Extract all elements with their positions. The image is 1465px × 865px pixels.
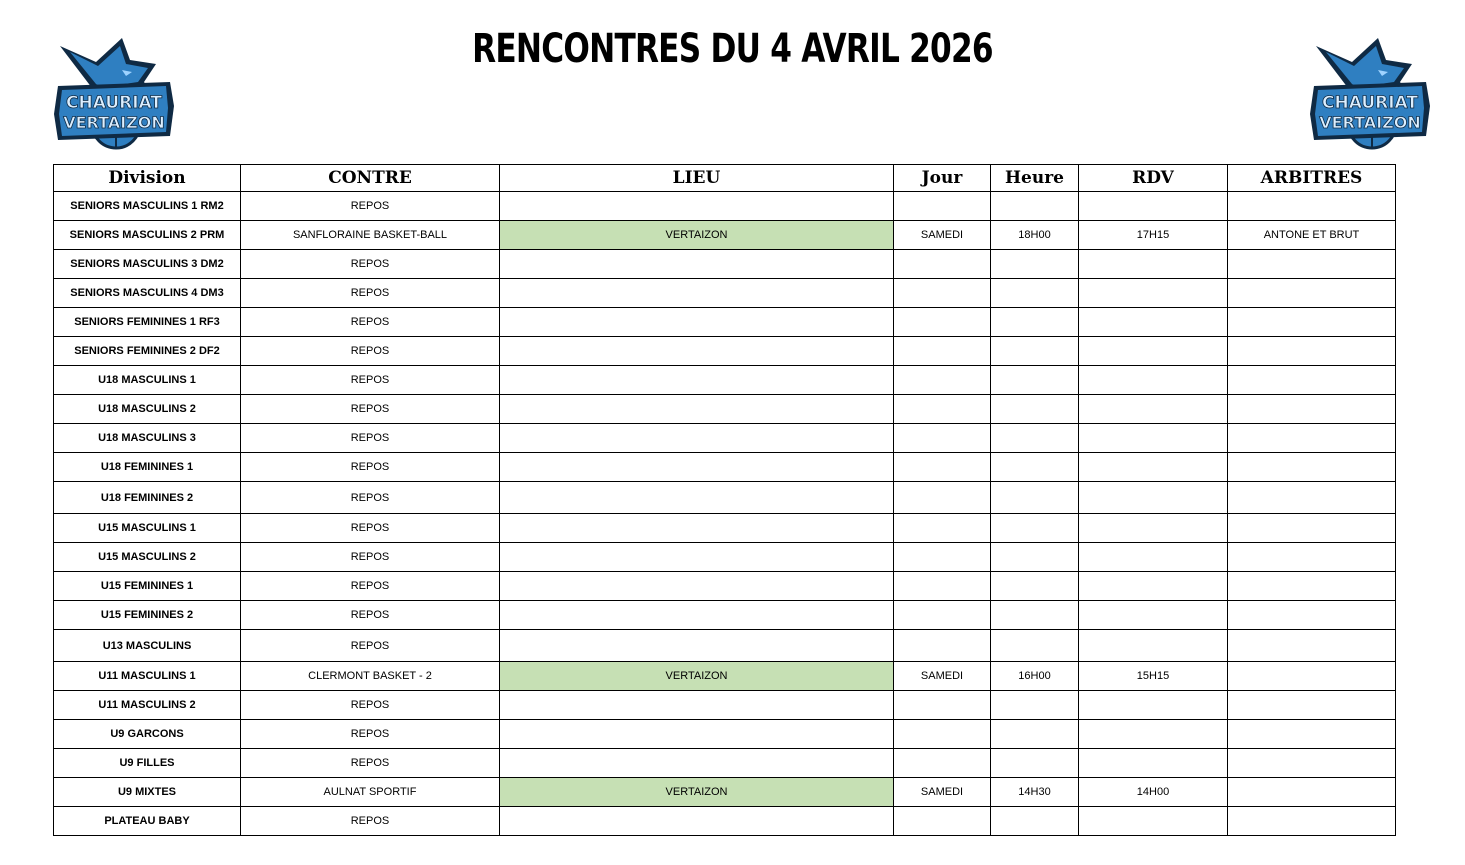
cell-jour <box>894 279 991 308</box>
cell-rdv <box>1079 749 1228 778</box>
table-row <box>54 601 1396 630</box>
cell-heure <box>991 250 1079 279</box>
cell-heure <box>991 279 1079 308</box>
cell-heure <box>991 572 1079 601</box>
cell-arbitres <box>1228 543 1396 572</box>
cell-contre: REPOS <box>241 601 500 630</box>
page-title: RENCONTRES DU 4 AVRIL 2026 <box>472 26 993 72</box>
table-row <box>54 279 1396 308</box>
cell-lieu <box>500 337 894 366</box>
cell-arbitres <box>1228 601 1396 630</box>
cell-jour <box>894 630 991 662</box>
cell-division: U9 MIXTES <box>54 778 241 807</box>
cell-arbitres <box>1228 572 1396 601</box>
cell-lieu <box>500 279 894 308</box>
cell-arbitres <box>1228 395 1396 424</box>
cell-arbitres: ANTONE ET BRUT <box>1228 221 1396 250</box>
cell-arbitres <box>1228 630 1396 662</box>
cell-division: SENIORS MASCULINS 3 DM2 <box>54 250 241 279</box>
table-row <box>54 424 1396 453</box>
cell-jour <box>894 691 991 720</box>
cell-division: U18 MASCULINS 3 <box>54 424 241 453</box>
cell-jour <box>894 807 991 836</box>
cell-arbitres <box>1228 308 1396 337</box>
cell-contre: REPOS <box>241 337 500 366</box>
cell-contre: REPOS <box>241 720 500 749</box>
cell-rdv <box>1079 630 1228 662</box>
svg-text:CHAURIAT: CHAURIAT <box>66 93 162 113</box>
cell-arbitres <box>1228 366 1396 395</box>
cell-lieu <box>500 601 894 630</box>
header-heure: Heure <box>991 165 1079 192</box>
cell-heure <box>991 749 1079 778</box>
cell-heure <box>991 308 1079 337</box>
cell-lieu: VERTAIZON <box>500 221 894 250</box>
cell-division: U18 MASCULINS 1 <box>54 366 241 395</box>
cell-division: U15 MASCULINS 1 <box>54 514 241 543</box>
cell-jour <box>894 308 991 337</box>
cell-lieu <box>500 807 894 836</box>
cell-jour: SAMEDI <box>894 662 991 691</box>
cell-rdv <box>1079 308 1228 337</box>
cell-lieu <box>500 514 894 543</box>
cell-rdv <box>1079 395 1228 424</box>
cell-arbitres <box>1228 778 1396 807</box>
cell-lieu: VERTAIZON <box>500 778 894 807</box>
cell-lieu <box>500 720 894 749</box>
cell-heure <box>991 601 1079 630</box>
cell-heure <box>991 482 1079 514</box>
cell-contre: REPOS <box>241 424 500 453</box>
cell-contre: REPOS <box>241 630 500 662</box>
cell-division: U11 MASCULINS 2 <box>54 691 241 720</box>
cell-contre: REPOS <box>241 572 500 601</box>
table-row <box>54 453 1396 482</box>
cell-rdv <box>1079 337 1228 366</box>
club-logo-right <box>1308 24 1432 150</box>
cell-lieu <box>500 395 894 424</box>
table-row <box>54 308 1396 337</box>
cell-division: U13 MASCULINS <box>54 630 241 662</box>
cell-rdv <box>1079 691 1228 720</box>
cell-jour: SAMEDI <box>894 221 991 250</box>
cell-division: U18 FEMININES 2 <box>54 482 241 514</box>
cell-rdv: 15H15 <box>1079 662 1228 691</box>
wolf-logo-icon <box>52 24 176 150</box>
cell-rdv <box>1079 572 1228 601</box>
matches-table <box>53 164 1396 836</box>
cell-contre: REPOS <box>241 514 500 543</box>
cell-lieu <box>500 749 894 778</box>
header-division: Division <box>54 165 241 192</box>
cell-heure <box>991 453 1079 482</box>
cell-contre: REPOS <box>241 250 500 279</box>
cell-jour <box>894 337 991 366</box>
cell-rdv: 14H00 <box>1079 778 1228 807</box>
table-row <box>54 720 1396 749</box>
cell-lieu <box>500 366 894 395</box>
table-row <box>54 630 1396 662</box>
cell-heure <box>991 192 1079 221</box>
cell-jour <box>894 424 991 453</box>
cell-arbitres <box>1228 720 1396 749</box>
cell-lieu <box>500 543 894 572</box>
cell-contre: REPOS <box>241 749 500 778</box>
cell-division: U18 FEMININES 1 <box>54 453 241 482</box>
club-logo-left <box>52 24 176 150</box>
table-row <box>54 572 1396 601</box>
wolf-logo-icon <box>1308 24 1432 150</box>
cell-division: U18 MASCULINS 2 <box>54 395 241 424</box>
cell-division: U9 FILLES <box>54 749 241 778</box>
cell-jour <box>894 572 991 601</box>
cell-contre: REPOS <box>241 192 500 221</box>
cell-rdv <box>1079 424 1228 453</box>
table-row <box>54 192 1396 221</box>
cell-jour: SAMEDI <box>894 778 991 807</box>
cell-lieu <box>500 630 894 662</box>
cell-heure <box>991 720 1079 749</box>
cell-heure <box>991 514 1079 543</box>
header-arbitres: ARBITRES <box>1228 165 1396 192</box>
cell-jour <box>894 453 991 482</box>
cell-rdv <box>1079 453 1228 482</box>
cell-heure <box>991 630 1079 662</box>
cell-rdv: 17H15 <box>1079 221 1228 250</box>
cell-rdv <box>1079 543 1228 572</box>
cell-jour <box>894 366 991 395</box>
cell-division: PLATEAU BABY <box>54 807 241 836</box>
cell-lieu <box>500 192 894 221</box>
svg-text:CHAURIAT: CHAURIAT <box>1322 93 1418 113</box>
cell-contre: REPOS <box>241 453 500 482</box>
cell-division: U15 MASCULINS 2 <box>54 543 241 572</box>
cell-division: SENIORS MASCULINS 2 PRM <box>54 221 241 250</box>
cell-jour <box>894 543 991 572</box>
cell-arbitres <box>1228 807 1396 836</box>
cell-rdv <box>1079 250 1228 279</box>
svg-text:VERTAIZON: VERTAIZON <box>63 113 165 132</box>
header-lieu: LIEU <box>500 165 894 192</box>
cell-arbitres <box>1228 691 1396 720</box>
table-row <box>54 778 1396 807</box>
table-row <box>54 749 1396 778</box>
cell-heure <box>991 337 1079 366</box>
cell-lieu <box>500 308 894 337</box>
cell-contre: REPOS <box>241 308 500 337</box>
table-row <box>54 250 1396 279</box>
cell-arbitres <box>1228 192 1396 221</box>
cell-jour <box>894 601 991 630</box>
cell-jour <box>894 749 991 778</box>
cell-division: SENIORS MASCULINS 1 RM2 <box>54 192 241 221</box>
cell-heure <box>991 807 1079 836</box>
cell-jour <box>894 395 991 424</box>
cell-jour <box>894 720 991 749</box>
cell-division: SENIORS FEMININES 2 DF2 <box>54 337 241 366</box>
cell-division: U9 GARCONS <box>54 720 241 749</box>
cell-rdv <box>1079 601 1228 630</box>
cell-arbitres <box>1228 424 1396 453</box>
header-contre: CONTRE <box>241 165 500 192</box>
cell-rdv <box>1079 807 1228 836</box>
table-row <box>54 221 1396 250</box>
cell-rdv <box>1079 366 1228 395</box>
cell-arbitres <box>1228 482 1396 514</box>
table-header-row <box>54 165 1396 192</box>
cell-heure: 14H30 <box>991 778 1079 807</box>
cell-contre: REPOS <box>241 395 500 424</box>
cell-division: U15 FEMININES 1 <box>54 572 241 601</box>
table-row <box>54 514 1396 543</box>
cell-arbitres <box>1228 514 1396 543</box>
cell-contre: CLERMONT BASKET - 2 <box>241 662 500 691</box>
cell-lieu <box>500 424 894 453</box>
table-row <box>54 482 1396 514</box>
cell-rdv <box>1079 720 1228 749</box>
cell-jour <box>894 250 991 279</box>
cell-lieu <box>500 453 894 482</box>
cell-contre: SANFLORAINE BASKET-BALL <box>241 221 500 250</box>
cell-heure <box>991 424 1079 453</box>
cell-heure <box>991 543 1079 572</box>
cell-arbitres <box>1228 749 1396 778</box>
cell-contre: AULNAT SPORTIF <box>241 778 500 807</box>
cell-heure <box>991 395 1079 424</box>
svg-text:VERTAIZON: VERTAIZON <box>1319 113 1421 132</box>
cell-arbitres <box>1228 250 1396 279</box>
cell-rdv <box>1079 514 1228 543</box>
cell-jour <box>894 192 991 221</box>
cell-heure: 18H00 <box>991 221 1079 250</box>
table-row <box>54 395 1396 424</box>
cell-division: U11 MASCULINS 1 <box>54 662 241 691</box>
cell-contre: REPOS <box>241 807 500 836</box>
cell-heure: 16H00 <box>991 662 1079 691</box>
table-row <box>54 337 1396 366</box>
cell-jour <box>894 482 991 514</box>
cell-contre: REPOS <box>241 543 500 572</box>
cell-lieu <box>500 572 894 601</box>
cell-heure <box>991 366 1079 395</box>
cell-jour <box>894 514 991 543</box>
cell-rdv <box>1079 192 1228 221</box>
cell-rdv <box>1079 482 1228 514</box>
cell-contre: REPOS <box>241 482 500 514</box>
cell-arbitres <box>1228 662 1396 691</box>
cell-arbitres <box>1228 337 1396 366</box>
cell-division: SENIORS MASCULINS 4 DM3 <box>54 279 241 308</box>
cell-lieu <box>500 691 894 720</box>
cell-arbitres <box>1228 279 1396 308</box>
table-row <box>54 366 1396 395</box>
cell-division: U15 FEMININES 2 <box>54 601 241 630</box>
cell-arbitres <box>1228 453 1396 482</box>
header-rdv: RDV <box>1079 165 1228 192</box>
cell-contre: REPOS <box>241 691 500 720</box>
header-jour: Jour <box>894 165 991 192</box>
cell-lieu: VERTAIZON <box>500 662 894 691</box>
table-row <box>54 691 1396 720</box>
table-row <box>54 543 1396 572</box>
table-row <box>54 807 1396 836</box>
cell-lieu <box>500 482 894 514</box>
cell-division: SENIORS FEMININES 1 RF3 <box>54 308 241 337</box>
cell-contre: REPOS <box>241 366 500 395</box>
cell-rdv <box>1079 279 1228 308</box>
cell-heure <box>991 691 1079 720</box>
cell-contre: REPOS <box>241 279 500 308</box>
cell-lieu <box>500 250 894 279</box>
table-row <box>54 662 1396 691</box>
